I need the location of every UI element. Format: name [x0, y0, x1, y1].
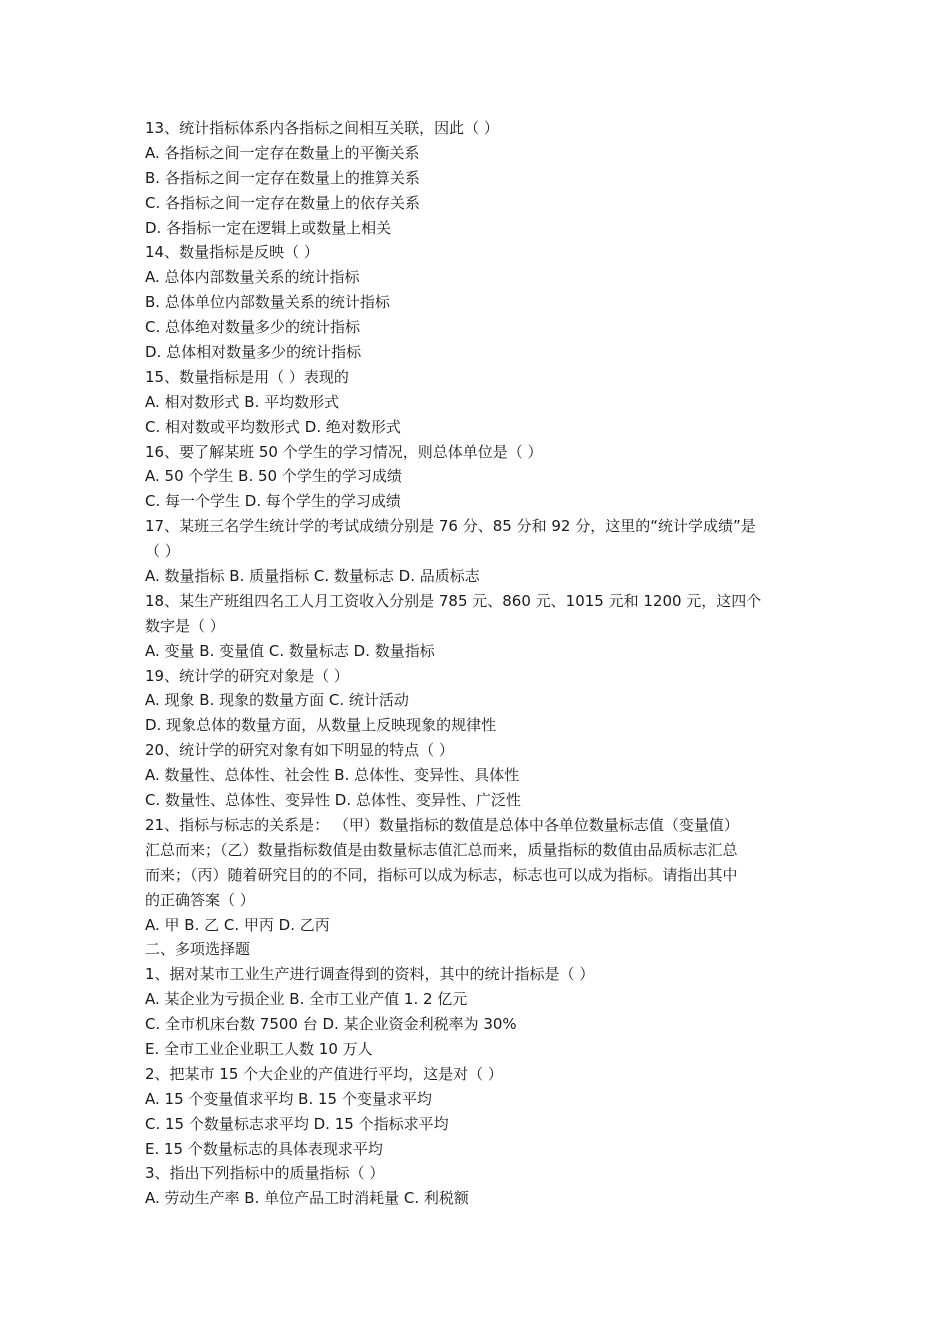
mc-question-3-options-abc: A. 劳动生产率 B. 单位产品工时消耗量 C. 利税额: [145, 1189, 469, 1208]
question-18-options: A. 变量 B. 变量值 C. 数量标志 D. 数量指标: [145, 641, 435, 660]
question-13-option-c: C. 各指标之间一定存在数量上的依存关系: [145, 193, 421, 212]
question-14-option-b: B. 总体单位内部数量关系的统计指标: [145, 293, 390, 312]
question-20-options-ab: A. 数量性、总体性、社会性 B. 总体性、变异性、具体性: [145, 766, 520, 785]
question-13-option-b: B. 各指标之间一定存在数量上的推算关系: [145, 168, 420, 187]
section-heading-multiple-choice: 二、多项选择题: [145, 940, 251, 959]
question-18-continued: 数字是（ ）: [145, 616, 225, 635]
question-15-options-cd: C. 相对数或平均数形式 D. 绝对数形式: [145, 417, 401, 436]
question-16-options-ab: A. 50 个学生 B. 50 个学生的学习成绩: [145, 467, 402, 486]
question-17-continued: （ ）: [145, 542, 180, 561]
mc-question-2: 2、把某市 15 个大企业的产值进行平均，这是对（ ）: [145, 1064, 503, 1083]
mc-question-1-options-cd: C. 全市机床台数 7500 台 D. 某企业资金利税率为 30%: [145, 1015, 517, 1034]
question-21: 21、指标与标志的关系是： （甲）数量指标的数值是总体中各单位数量标志值（变量值）: [145, 815, 739, 834]
question-13-option-a: A. 各指标之间一定存在数量上的平衡关系: [145, 143, 420, 162]
question-15: 15、数量指标是用（ ）表现的: [145, 367, 349, 386]
question-14-option-a: A. 总体内部数量关系的统计指标: [145, 268, 360, 287]
mc-question-2-option-e: E. 15 个数量标志的具体表现求平均: [145, 1139, 383, 1158]
mc-question-1: 1、据对某市工业生产进行调查得到的资料，其中的统计指标是（ ）: [145, 965, 595, 984]
question-20-options-cd: C. 数量性、总体性、变异性 D. 总体性、变异性、广泛性: [145, 791, 521, 810]
question-14: 14、数量指标是反映（ ）: [145, 243, 319, 262]
question-15-options-ab: A. 相对数形式 B. 平均数形式: [145, 392, 340, 411]
question-14-option-d: D. 总体相对数量多少的统计指标: [145, 343, 362, 362]
mc-question-2-options-cd: C. 15 个数量标志求平均 D. 15 个指标求平均: [145, 1114, 449, 1133]
mc-question-3: 3、指出下列指标中的质量指标（ ）: [145, 1164, 385, 1183]
question-19: 19、统计学的研究对象是（ ）: [145, 666, 349, 685]
question-19-option-d: D. 现象总体的数量方面，从数量上反映现象的规律性: [145, 716, 497, 735]
mc-question-1-option-e: E. 全市工业企业职工人数 10 万人: [145, 1039, 373, 1058]
question-20: 20、统计学的研究对象有如下明显的特点（ ）: [145, 741, 454, 760]
question-18: 18、某生产班组四名工人月工资收入分别是 785 元、860 元、1015 元和 1200 元，这四个: [145, 591, 762, 610]
question-14-option-c: C. 总体绝对数量多少的统计指标: [145, 318, 361, 337]
question-16: 16、要了解某班 50 个学生的学习情况，则总体单位是（ ）: [145, 442, 543, 461]
question-17: 17、某班三名学生统计学的考试成绩分别是 76 分、85 分和 92 分，这里的“统计学成绩”是: [145, 517, 756, 536]
mc-question-2-options-ab: A. 15 个变量值求平均 B. 15 个变量求平均: [145, 1089, 432, 1108]
question-21-continued-3: 的正确答案（ ）: [145, 890, 255, 909]
question-21-options: A. 甲 B. 乙 C. 甲丙 D. 乙丙: [145, 915, 330, 934]
question-19-options-abc: A. 现象 B. 现象的数量方面 C. 统计活动: [145, 691, 409, 710]
mc-question-1-options-ab: A. 某企业为亏损企业 B. 全市工业产值 1. 2 亿元: [145, 990, 468, 1009]
question-13-option-d: D. 各指标一定在逻辑上或数量上相关: [145, 218, 392, 237]
question-21-continued-1: 汇总而来；（乙）数量指标数值是由数量标志值汇总而来，质量指标的数值由品质标志汇总: [145, 840, 738, 859]
question-17-options: A. 数量指标 B. 质量指标 C. 数量标志 D. 品质标志: [145, 567, 480, 586]
document-page: [145, 116, 813, 1211]
question-16-options-cd: C. 每一个学生 D. 每个学生的学习成绩: [145, 492, 401, 511]
question-13: 13、统计指标体系内各指标之间相互关联，因此（ ）: [145, 119, 499, 137]
question-21-continued-2: 而来；（丙）随着研究目的的不同，指标可以成为标志，标志也可以成为指标。请指出其中: [145, 865, 738, 884]
